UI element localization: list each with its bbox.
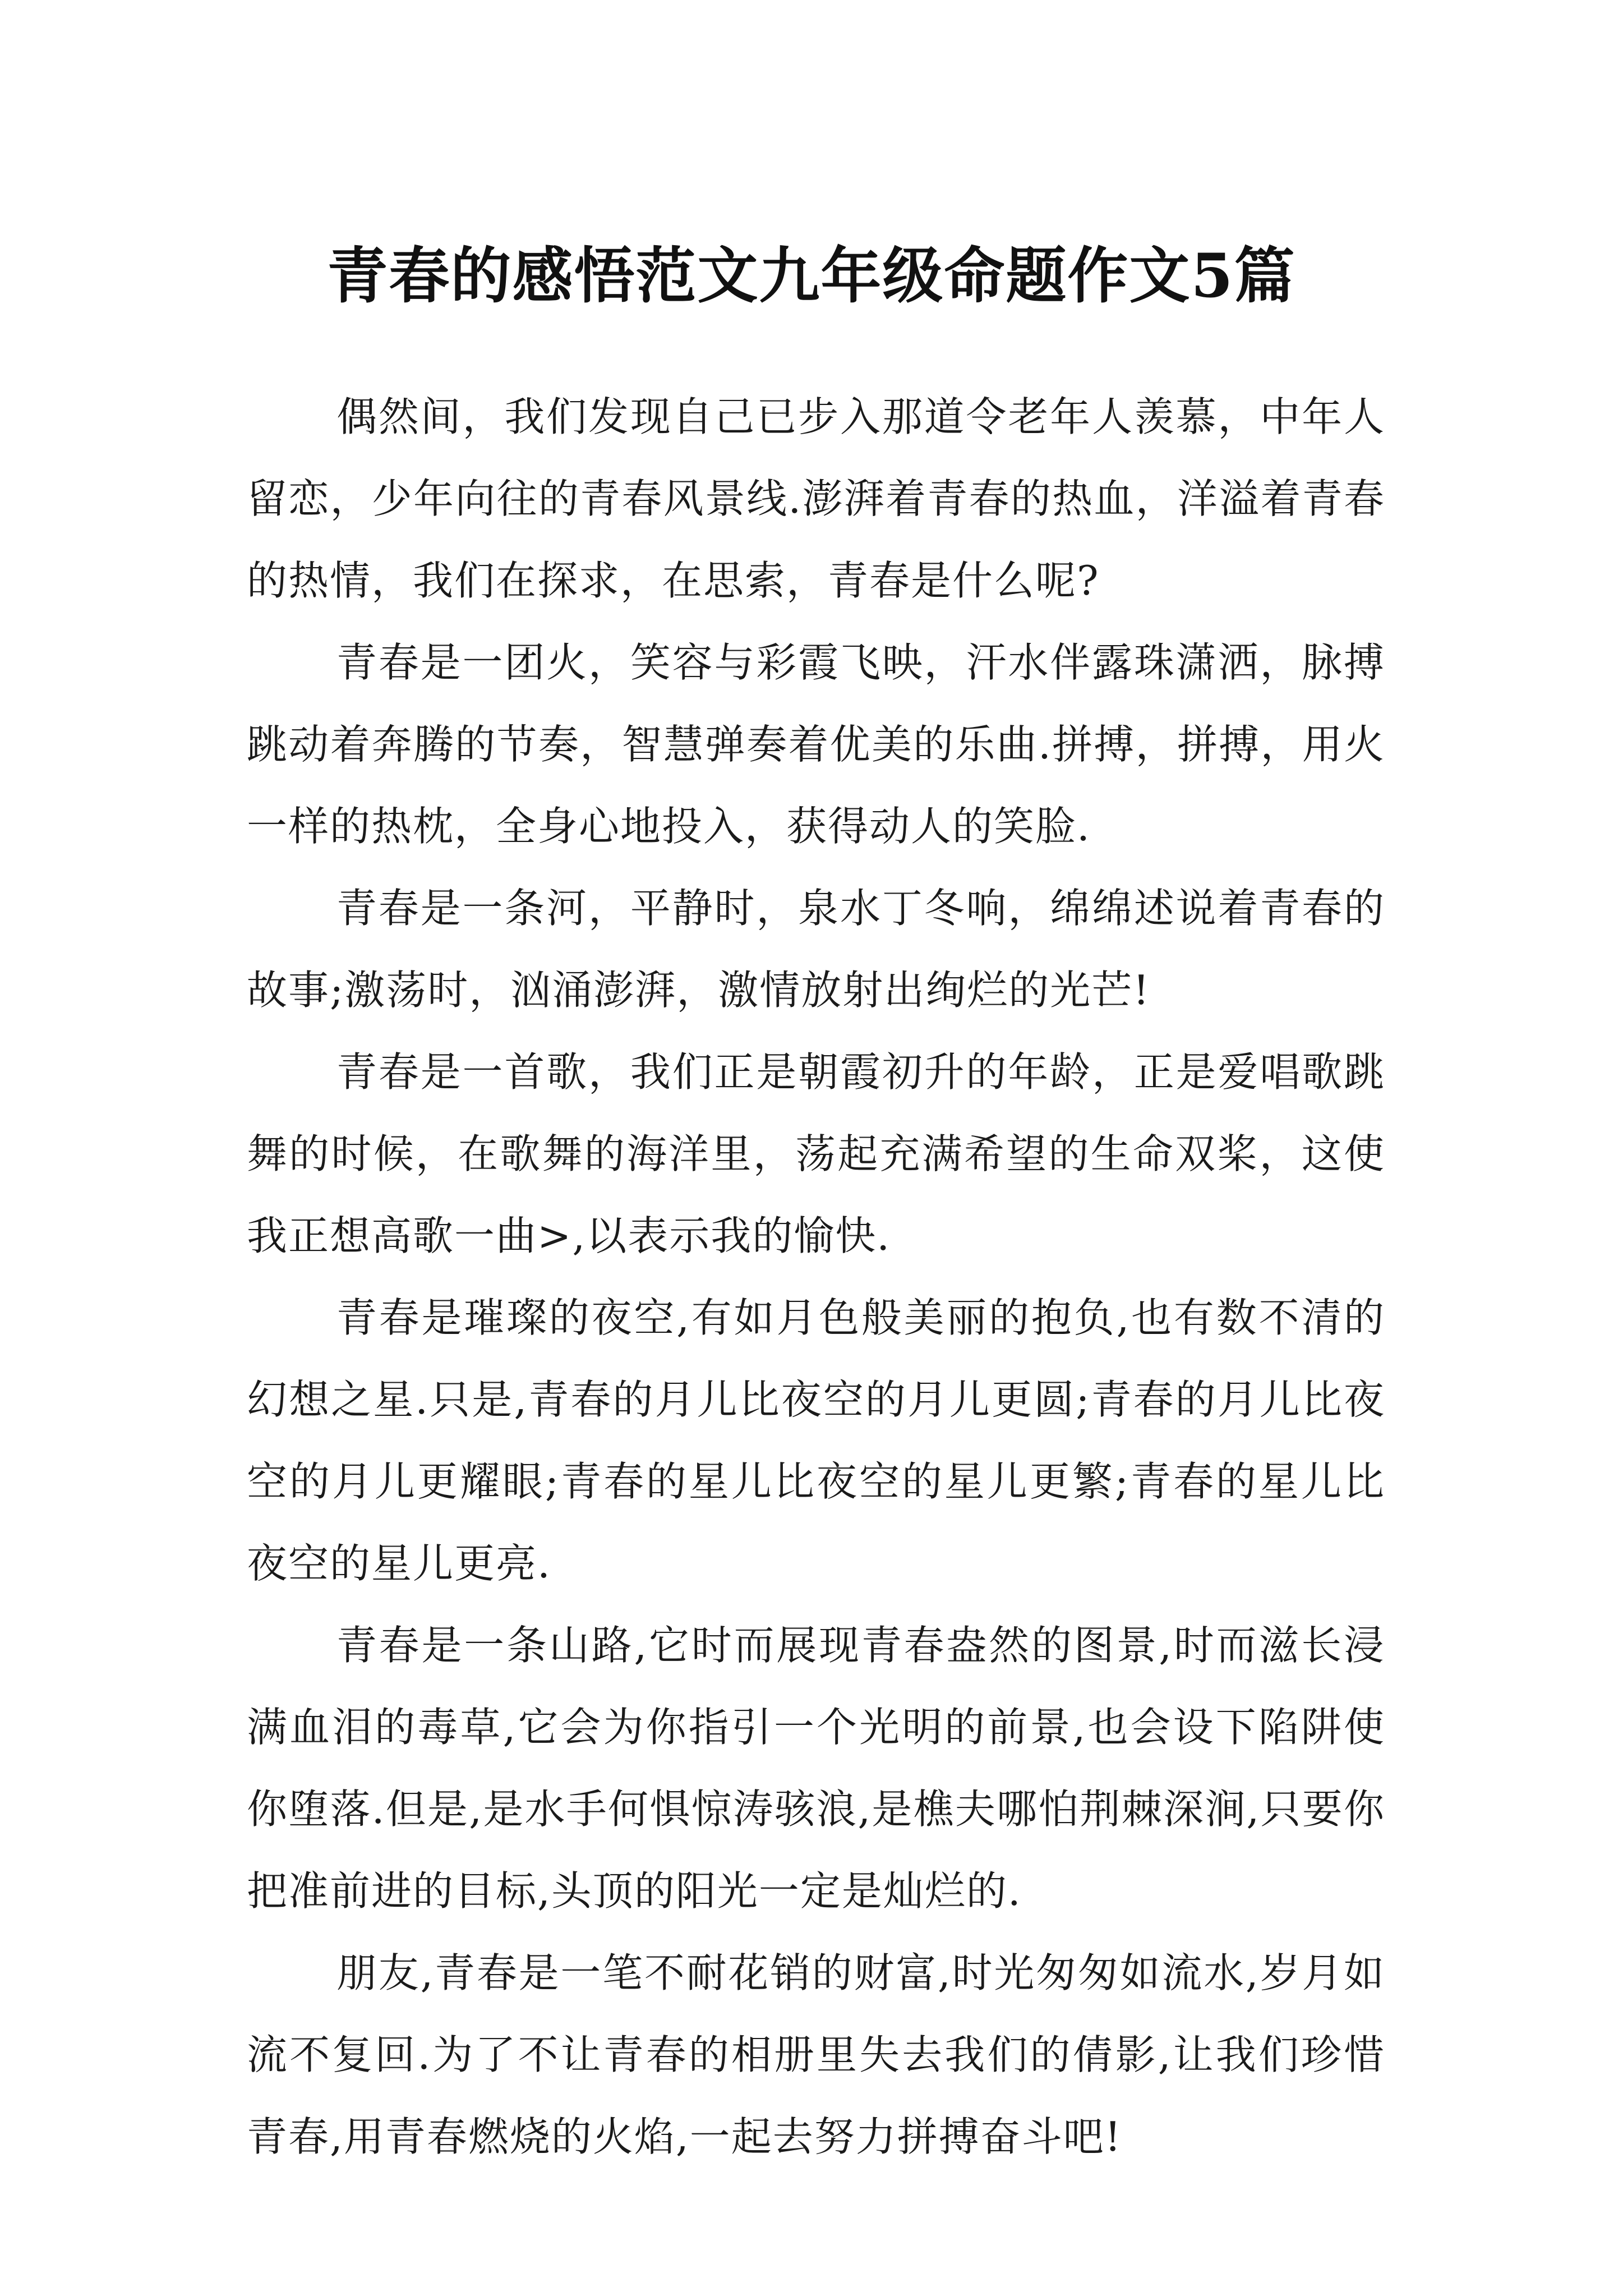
paragraph: 偶然间，我们发现自己已步入那道令老年人羡慕，中年人留恋，少年向往的青春风景线.澎湃着青春的热血，洋溢着青春的热情，我们在探求，在思索，青春是什么呢? xyxy=(247,393,1385,604)
paragraph: 青春是一首歌，我们正是朝霞初升的年龄，正是爱唱歌跳舞的时候，在歌舞的海洋里，荡起充满希望的生命双桨，这使我正想高歌一曲>,以表示我的愉快. xyxy=(247,1048,1385,1259)
paragraph: 青春是一条山路,它时而展现青春盎然的图景,时而滋长浸满血泪的毒草,它会为你指引一个光明的前景,也会设下陷阱使你堕落.但是,是水手何惧惊涛骇浪,是樵夫哪怕荆棘深涧,只要你把准前进的目标,头顶的阳光一定是灿烂的. xyxy=(247,1622,1385,1915)
document-title: 青春的感悟范文九年级命题作文5篇 xyxy=(327,241,1296,312)
paragraph: 朋友,青春是一笔不耐花销的财富,时光匆匆如流水,岁月如流不复回.为了不让青春的相册里失去我们的倩影,让我们珍惜青春,用青春燃烧的火焰,一起去努力拼搏奋斗吧! xyxy=(247,1949,1385,2160)
document-body xyxy=(247,376,1385,2178)
paragraph: 青春是一团火，笑容与彩霞飞映，汗水伴露珠潇洒，脉搏跳动着奔腾的节奏，智慧弹奏着优美的乐曲.拼搏，拼搏，用火一样的热枕，全身心地投入，获得动人的笑脸. xyxy=(247,639,1385,850)
paragraph: 青春是一条河，平静时，泉水丁冬响，绵绵述说着青春的故事;激荡时，汹涌澎湃，激情放射出绚烂的光芒! xyxy=(247,885,1385,1014)
paragraph: 青春是璀璨的夜空,有如月色般美丽的抱负,也有数不清的幻想之星.只是,青春的月儿比夜空的月儿更圆;青春的月儿比夜空的月儿更耀眼;青春的星儿比夜空的星儿更繁;青春的星儿比夜空的星儿更亮. xyxy=(247,1294,1385,1587)
